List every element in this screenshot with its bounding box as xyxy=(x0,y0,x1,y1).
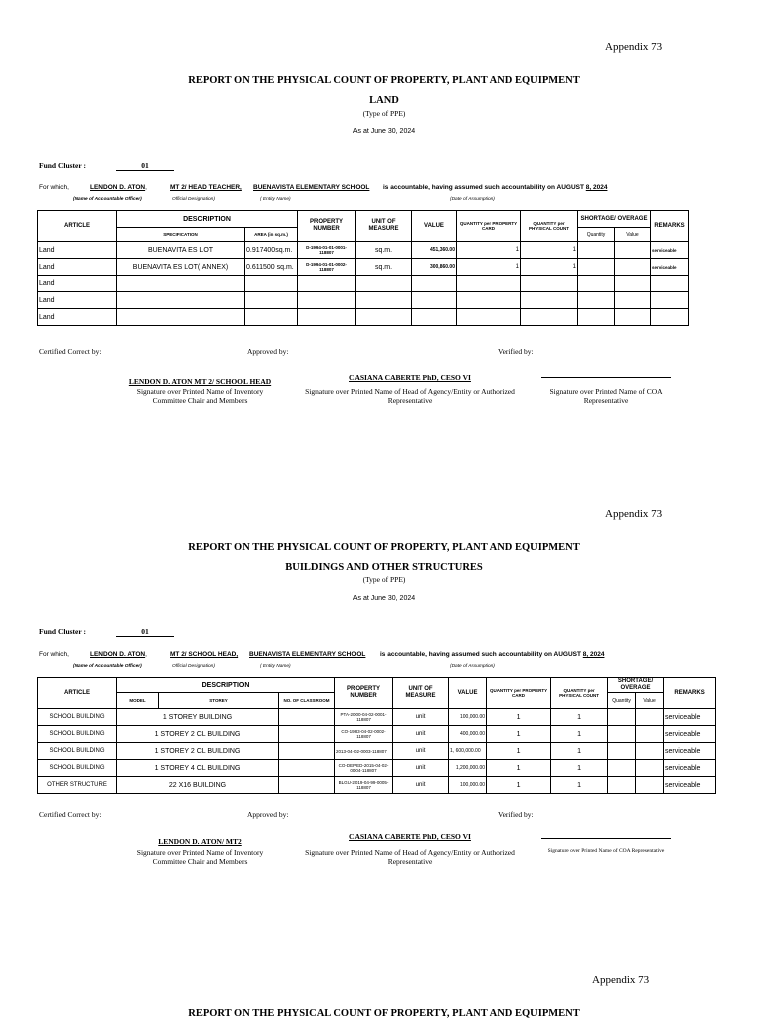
table-row: Land xyxy=(38,276,689,292)
verified-label: Verified by: xyxy=(498,810,534,819)
caption-date: (Date of Assumption) xyxy=(450,197,495,202)
entity-name: BUENAVISTA ELEMENTARY SCHOOL xyxy=(253,184,370,191)
header-unit-of-measure: UNIT OF MEASURE xyxy=(393,678,449,709)
header-property-number: PROPERTY NUMBER xyxy=(335,678,393,709)
certified-label: Certified Correct by: xyxy=(39,347,102,356)
verified-label: Verified by: xyxy=(498,347,534,356)
land-table xyxy=(37,210,689,326)
table-row: Land xyxy=(38,292,689,309)
caption-designation: Official Designation) xyxy=(172,197,215,202)
certified-label: Certified Correct by: xyxy=(39,810,102,819)
table-row: Land xyxy=(38,309,689,326)
header-property-number: PROPERTY NUMBER xyxy=(298,211,356,242)
caption-officer: (Name of Accountable Officer) xyxy=(73,664,142,669)
approver-caption: Signature over Printed Name of Head of Agency/Entity or Authorized Representative xyxy=(305,848,515,866)
report-title: REPORT ON THE PHYSICAL COUNT OF PROPERTY, PLANT AND EQUIPMENT xyxy=(188,542,580,553)
header-quantity: Quantity xyxy=(578,228,615,242)
header-value-sub: Value xyxy=(615,228,651,242)
header-storey: STOREY xyxy=(159,693,279,709)
approved-label: Approved by: xyxy=(247,347,289,356)
for-which-label: For which, xyxy=(39,651,69,658)
official-designation: MT 2/ SCHOOL HEAD, xyxy=(170,651,239,658)
report-title: REPORT ON THE PHYSICAL COUNT OF PROPERTY, PLANT AND EQUIPMENT xyxy=(188,1008,580,1019)
header-quantity: Quantity xyxy=(608,693,636,709)
accountable-officer: LENDON D. ATON, xyxy=(90,651,147,658)
table-row: OTHER STRUCTURE 22 X16 BUILDING BLGU-2019-04-99-0005-118807 unit 100,000.00 1 1 serviceable xyxy=(38,777,716,794)
header-description: DESCRIPTION xyxy=(117,678,335,693)
as-at-date: As at June 30, 2024 xyxy=(352,595,416,602)
header-qty-card: QUANTITY per PROPERTY CARD xyxy=(487,678,551,709)
header-unit-of-measure: UNIT OF MEASURE xyxy=(356,211,412,242)
verifier-signature-line xyxy=(541,838,671,839)
approver-caption: Signature over Printed Name of Head of Agency/Entity or Authorized Representative xyxy=(305,387,515,405)
table-row: SCHOOL BUILDING 1 STOREY BUILDING PTA-2000-04-02-0001-118807 unit 100,000.00 1 1 serviceable xyxy=(38,709,716,726)
certifier-name: LENDON D. ATON/ MT2 xyxy=(158,837,242,846)
header-qty-card: QUANTITY per PROPERTY CARD xyxy=(457,211,521,242)
fund-cluster-value: 01 xyxy=(116,627,174,637)
header-article: ARTICLE xyxy=(38,678,117,709)
fund-cluster-value: 01 xyxy=(116,161,174,171)
header-remarks: REMARKS xyxy=(651,211,689,242)
header-description: DESCRIPTION xyxy=(117,211,298,228)
for-which-label: For which, xyxy=(39,184,69,191)
caption-officer: (Name of Accountable Officer) xyxy=(73,197,142,202)
appendix-label: Appendix 73 xyxy=(592,974,650,986)
table-row: SCHOOL BUILDING 1 STOREY 4 CL BUILDING CO-DEPED-2015-04-02-0004-118807 unit 1,200,000.00 1 1 serviceable xyxy=(38,760,716,777)
approver-name: CASIANA CABERTE PhD, CESO VI xyxy=(349,832,471,841)
approved-label: Approved by: xyxy=(247,810,289,819)
caption-date: (Date of Assumption) xyxy=(450,664,495,669)
as-at-date: As at June 30, 2024 xyxy=(352,128,416,135)
verifier-caption: Signature over Printed Name of COA Representative xyxy=(547,848,665,854)
ppe-type-caption: (Type of PPE) xyxy=(362,109,406,118)
header-value: VALUE xyxy=(449,678,487,709)
header-remarks: REMARKS xyxy=(664,678,716,709)
report-title: REPORT ON THE PHYSICAL COUNT OF PROPERTY, PLANT AND EQUIPMENT xyxy=(188,75,580,86)
caption-entity: ( Entity Name) xyxy=(260,197,291,202)
buildings-table xyxy=(37,677,716,794)
accountability-statement: is accountable, having assumed such accountability on AUGUST 8, 2024 xyxy=(380,651,605,658)
ppe-type-caption: (Type of PPE) xyxy=(362,575,406,584)
caption-designation: Official Designation) xyxy=(172,664,215,669)
entity-name: BUENAVISTA ELEMENTARY SCHOOL xyxy=(249,651,366,658)
header-article: ARTICLE xyxy=(38,211,117,242)
certifier-caption: Signature over Printed Name of Inventory Committee Chair and Members xyxy=(136,387,264,405)
fund-cluster-label: Fund Cluster : xyxy=(39,161,86,170)
accountable-officer: LENDON D. ATON, xyxy=(90,184,147,191)
ppe-type: LAND xyxy=(369,95,399,106)
approver-name: CASIANA CABERTE PhD, CESO VI xyxy=(349,373,471,382)
table-row: SCHOOL BUILDING 1 STOREY 2 CL BUILDING CO-1983-04-02-0002-118807 unit 400,000.00 1 1 serviceable xyxy=(38,726,716,743)
certifier-caption: Signature over Printed Name of Inventory Committee Chair and Members xyxy=(136,848,264,866)
header-qty-count: QUANTITY per PHYSICAL COUNT xyxy=(521,211,578,242)
header-model: MODEL xyxy=(117,693,159,709)
header-value: VALUE xyxy=(412,211,457,242)
header-qty-count: QUANTITY per PHYSICAL COUNT xyxy=(551,678,608,709)
official-designation: MT 2/ HEAD TEACHER, xyxy=(170,184,242,191)
fund-cluster-label: Fund Cluster : xyxy=(39,627,86,636)
accountability-statement: is accountable, having assumed such accountability on AUGUST 8, 2024 xyxy=(383,184,608,191)
header-area: AREA (in sq.m.) xyxy=(245,228,298,242)
table-row: Land BUENAVITA ES LOT( ANNEX) 0.611500 sq.m. D-1994-01-01-0002-118807 sq.m. 300,860.00 1 1 serviceable xyxy=(38,259,689,276)
ppe-type: BUILDINGS AND OTHER STRUCTURES xyxy=(285,562,483,573)
certifier-name: LENDON D. ATON MT 2/ SCHOOL HEAD xyxy=(128,377,272,386)
header-classroom: NO. OF CLASSROOM xyxy=(279,693,335,709)
verifier-signature-line xyxy=(541,377,671,378)
header-specification: SPECIFICATION xyxy=(117,228,245,242)
appendix-label: Appendix 73 xyxy=(605,508,663,520)
header-value-sub: Value xyxy=(636,693,664,709)
caption-entity: ( Entity Name) xyxy=(260,664,291,669)
verifier-caption: Signature over Printed Name of COA Representative xyxy=(549,387,663,405)
table-row: SCHOOL BUILDING 1 STOREY 2 CL BUILDING 2013-04-02-0003-118807 unit 1, 600,000.00 1 1 serviceable xyxy=(38,743,716,760)
table-row: Land BUENAVITA ES LOT 0.917400sq.m. D-1994-01-01-0001-118807 sq.m. 451,360.00 1 1 serviceable xyxy=(38,242,689,259)
header-shortage-overage: SHORTAGE/ OVERAGE xyxy=(608,678,664,693)
header-shortage-overage: SHORTAGE/ OVERAGE xyxy=(578,211,651,228)
appendix-label: Appendix 73 xyxy=(605,41,663,53)
